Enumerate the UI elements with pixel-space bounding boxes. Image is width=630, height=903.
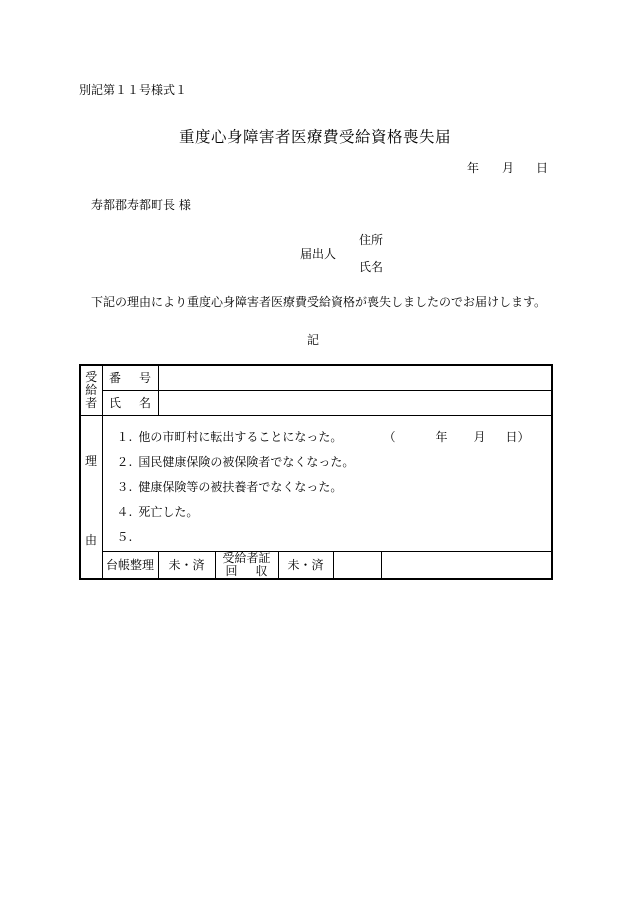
- cert-return-status[interactable]: 未・済: [278, 551, 333, 579]
- recipient-header: 受 給 者: [80, 365, 102, 415]
- cert-return-label: 受給者証 回 収: [215, 551, 278, 579]
- statement-text: 下記の理由により重度心身障害者医療費受給資格が喪失しましたのでお届けします。: [91, 295, 547, 309]
- footer-blank-1[interactable]: [333, 551, 381, 579]
- addressee: 寿都郡寿都町長 様: [91, 198, 191, 212]
- date-day-label: 日: [536, 161, 549, 175]
- name-label: 氏名: [359, 260, 384, 274]
- name-label-cell: 氏 名: [102, 390, 158, 415]
- date-month-label: 月: [502, 161, 515, 175]
- reason-item-3[interactable]: ３. 健康保険等の被扶養者でなくなった。: [116, 479, 343, 494]
- reason-item-5[interactable]: ５.: [116, 529, 133, 544]
- date-year-label: 年: [467, 161, 480, 175]
- number-field[interactable]: [158, 365, 552, 390]
- reason-1-day: 日）: [505, 429, 530, 444]
- number-label-cell: 番 号: [102, 365, 158, 390]
- address-label: 住所: [359, 233, 384, 247]
- notifier-label: 届出人: [300, 247, 337, 261]
- page-title: 重度心身障害者医療費受給資格喪失届: [178, 128, 451, 146]
- ledger-label: 台帳整理: [102, 551, 158, 579]
- reason-header-bottom: [80, 551, 102, 579]
- reason-item-2[interactable]: ２. 国民健康保険の被保険者でなくなった。: [116, 454, 355, 469]
- reason-item-4[interactable]: ４. 死亡した。: [116, 504, 199, 519]
- reason-1-year: 年: [435, 429, 448, 444]
- reason-1-month: 月: [473, 429, 486, 444]
- footer-blank-2[interactable]: [381, 551, 552, 579]
- reason-1-paren: （: [383, 429, 396, 444]
- form-number: 別記第１１号様式１: [79, 83, 188, 97]
- name-field[interactable]: [158, 390, 552, 415]
- ki-label: 記: [307, 333, 320, 347]
- loss-notification-table: [79, 364, 553, 580]
- reason-header: 理 由: [80, 415, 102, 551]
- ledger-status[interactable]: 未・済: [158, 551, 215, 579]
- reason-list: [102, 415, 552, 551]
- reason-item-1[interactable]: １. 他の市町村に転出することになった。: [116, 429, 343, 444]
